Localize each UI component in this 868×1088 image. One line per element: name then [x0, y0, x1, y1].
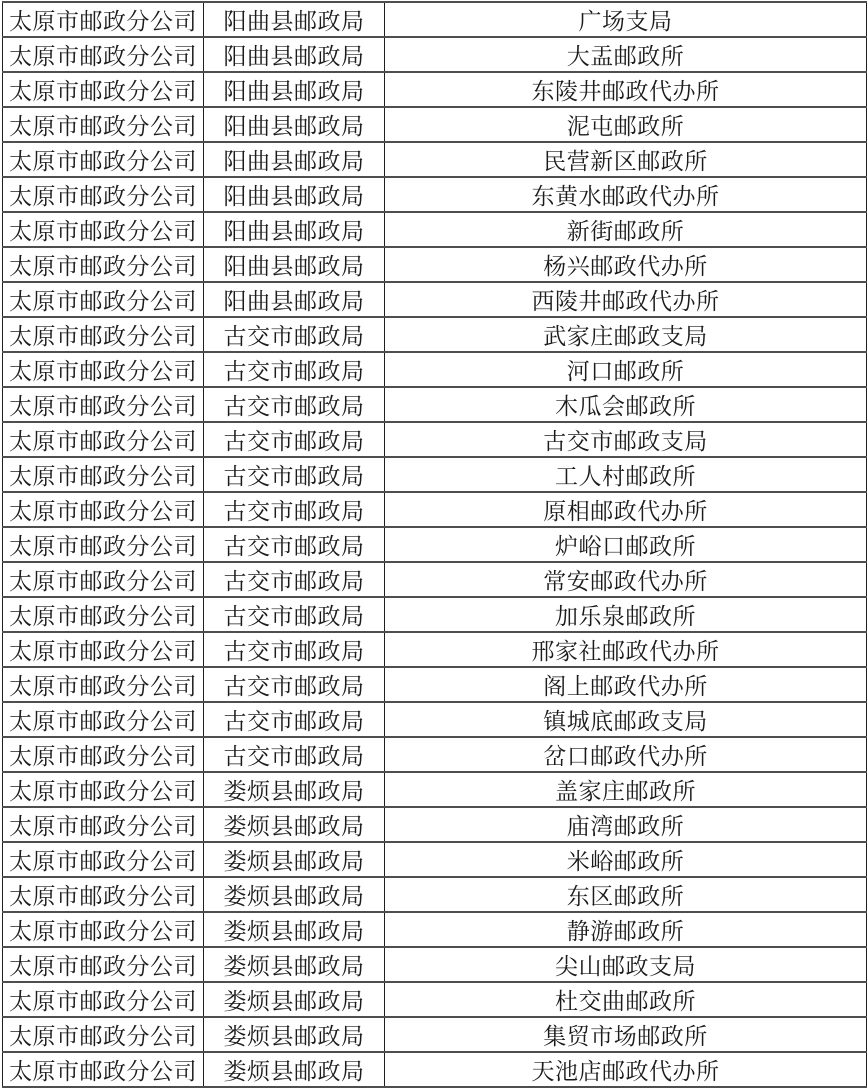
cell-branch-company: 太原市邮政分公司: [3, 317, 204, 352]
cell-county-bureau: 阳曲县邮政局: [204, 142, 385, 177]
table-row: [3, 702, 867, 737]
table-row: [3, 72, 867, 107]
cell-office-name: 武家庄邮政支局: [385, 317, 867, 352]
table-row: [3, 982, 867, 1017]
table-row: [3, 772, 867, 807]
cell-county-bureau: 古交市邮政局: [204, 597, 385, 632]
cell-office-name: 米峪邮政所: [385, 842, 867, 877]
postal-directory-table: [2, 1, 867, 1088]
cell-county-bureau: 古交市邮政局: [204, 352, 385, 387]
cell-branch-company: 太原市邮政分公司: [3, 632, 204, 667]
cell-county-bureau: 古交市邮政局: [204, 562, 385, 597]
cell-branch-company: 太原市邮政分公司: [3, 212, 204, 247]
table-body: [3, 2, 867, 1087]
cell-office-name: 静游邮政所: [385, 912, 867, 947]
cell-county-bureau: 古交市邮政局: [204, 737, 385, 772]
table-row: [3, 212, 867, 247]
table-row: [3, 737, 867, 772]
cell-office-name: 工人村邮政所: [385, 457, 867, 492]
cell-office-name: 民营新区邮政所: [385, 142, 867, 177]
table-row: [3, 247, 867, 282]
cell-branch-company: 太原市邮政分公司: [3, 912, 204, 947]
cell-office-name: 天池店邮政代办所: [385, 1052, 867, 1087]
cell-office-name: 镇城底邮政支局: [385, 702, 867, 737]
cell-county-bureau: 古交市邮政局: [204, 527, 385, 562]
cell-office-name: 集贸市场邮政所: [385, 1017, 867, 1052]
cell-office-name: 尖山邮政支局: [385, 947, 867, 982]
cell-branch-company: 太原市邮政分公司: [3, 352, 204, 387]
cell-county-bureau: 古交市邮政局: [204, 492, 385, 527]
cell-county-bureau: 古交市邮政局: [204, 632, 385, 667]
cell-branch-company: 太原市邮政分公司: [3, 282, 204, 317]
table-row: [3, 877, 867, 912]
cell-branch-company: 太原市邮政分公司: [3, 562, 204, 597]
cell-branch-company: 太原市邮政分公司: [3, 982, 204, 1017]
table-row: [3, 352, 867, 387]
cell-office-name: 古交市邮政支局: [385, 422, 867, 457]
cell-county-bureau: 阳曲县邮政局: [204, 212, 385, 247]
cell-office-name: 岔口邮政代办所: [385, 737, 867, 772]
cell-office-name: 泥屯邮政所: [385, 107, 867, 142]
cell-county-bureau: 娄烦县邮政局: [204, 807, 385, 842]
cell-branch-company: 太原市邮政分公司: [3, 107, 204, 142]
table-row: [3, 142, 867, 177]
cell-office-name: 河口邮政所: [385, 352, 867, 387]
cell-branch-company: 太原市邮政分公司: [3, 597, 204, 632]
cell-branch-company: 太原市邮政分公司: [3, 947, 204, 982]
cell-county-bureau: 阳曲县邮政局: [204, 177, 385, 212]
cell-county-bureau: 阳曲县邮政局: [204, 2, 385, 37]
table-row: [3, 842, 867, 877]
cell-branch-company: 太原市邮政分公司: [3, 737, 204, 772]
postal-directory-table-container: [2, 1, 866, 1088]
cell-branch-company: 太原市邮政分公司: [3, 72, 204, 107]
cell-branch-company: 太原市邮政分公司: [3, 247, 204, 282]
table-row: [3, 1017, 867, 1052]
cell-office-name: 原相邮政代办所: [385, 492, 867, 527]
table-row: [3, 562, 867, 597]
cell-branch-company: 太原市邮政分公司: [3, 177, 204, 212]
cell-office-name: 杜交曲邮政所: [385, 982, 867, 1017]
cell-county-bureau: 古交市邮政局: [204, 317, 385, 352]
cell-county-bureau: 娄烦县邮政局: [204, 982, 385, 1017]
cell-county-bureau: 古交市邮政局: [204, 702, 385, 737]
cell-office-name: 新街邮政所: [385, 212, 867, 247]
cell-branch-company: 太原市邮政分公司: [3, 2, 204, 37]
table-row: [3, 632, 867, 667]
table-row: [3, 527, 867, 562]
cell-office-name: 东区邮政所: [385, 877, 867, 912]
cell-branch-company: 太原市邮政分公司: [3, 142, 204, 177]
cell-county-bureau: 娄烦县邮政局: [204, 912, 385, 947]
cell-county-bureau: 娄烦县邮政局: [204, 842, 385, 877]
cell-office-name: 邢家社邮政代办所: [385, 632, 867, 667]
table-row: [3, 2, 867, 37]
table-row: [3, 107, 867, 142]
table-row: [3, 282, 867, 317]
cell-branch-company: 太原市邮政分公司: [3, 37, 204, 72]
cell-branch-company: 太原市邮政分公司: [3, 667, 204, 702]
cell-office-name: 东陵井邮政代办所: [385, 72, 867, 107]
table-row: [3, 667, 867, 702]
cell-county-bureau: 娄烦县邮政局: [204, 1017, 385, 1052]
cell-office-name: 广场支局: [385, 2, 867, 37]
cell-branch-company: 太原市邮政分公司: [3, 807, 204, 842]
cell-county-bureau: 娄烦县邮政局: [204, 877, 385, 912]
cell-office-name: 阁上邮政代办所: [385, 667, 867, 702]
cell-office-name: 西陵井邮政代办所: [385, 282, 867, 317]
cell-branch-company: 太原市邮政分公司: [3, 527, 204, 562]
table-row: [3, 177, 867, 212]
cell-branch-company: 太原市邮政分公司: [3, 492, 204, 527]
cell-county-bureau: 娄烦县邮政局: [204, 947, 385, 982]
cell-branch-company: 太原市邮政分公司: [3, 702, 204, 737]
cell-branch-company: 太原市邮政分公司: [3, 1052, 204, 1087]
cell-office-name: 木瓜会邮政所: [385, 387, 867, 422]
table-row: [3, 1052, 867, 1087]
cell-branch-company: 太原市邮政分公司: [3, 877, 204, 912]
cell-county-bureau: 阳曲县邮政局: [204, 72, 385, 107]
table-row: [3, 597, 867, 632]
cell-office-name: 常安邮政代办所: [385, 562, 867, 597]
table-row: [3, 807, 867, 842]
cell-branch-company: 太原市邮政分公司: [3, 387, 204, 422]
cell-county-bureau: 阳曲县邮政局: [204, 37, 385, 72]
table-row: [3, 422, 867, 457]
cell-office-name: 加乐泉邮政所: [385, 597, 867, 632]
table-row: [3, 387, 867, 422]
table-row: [3, 947, 867, 982]
cell-branch-company: 太原市邮政分公司: [3, 457, 204, 492]
cell-branch-company: 太原市邮政分公司: [3, 772, 204, 807]
cell-office-name: 盖家庄邮政所: [385, 772, 867, 807]
cell-branch-company: 太原市邮政分公司: [3, 1017, 204, 1052]
cell-county-bureau: 古交市邮政局: [204, 422, 385, 457]
cell-county-bureau: 娄烦县邮政局: [204, 1052, 385, 1087]
cell-office-name: 东黄水邮政代办所: [385, 177, 867, 212]
table-row: [3, 457, 867, 492]
cell-county-bureau: 阳曲县邮政局: [204, 107, 385, 142]
table-row: [3, 317, 867, 352]
cell-office-name: 杨兴邮政代办所: [385, 247, 867, 282]
cell-county-bureau: 阳曲县邮政局: [204, 282, 385, 317]
cell-branch-company: 太原市邮政分公司: [3, 422, 204, 457]
cell-county-bureau: 古交市邮政局: [204, 667, 385, 702]
cell-county-bureau: 娄烦县邮政局: [204, 772, 385, 807]
table-row: [3, 492, 867, 527]
cell-office-name: 大盂邮政所: [385, 37, 867, 72]
table-row: [3, 912, 867, 947]
cell-branch-company: 太原市邮政分公司: [3, 842, 204, 877]
cell-office-name: 炉峪口邮政所: [385, 527, 867, 562]
table-row: [3, 37, 867, 72]
cell-office-name: 庙湾邮政所: [385, 807, 867, 842]
cell-county-bureau: 古交市邮政局: [204, 387, 385, 422]
cell-county-bureau: 阳曲县邮政局: [204, 247, 385, 282]
cell-county-bureau: 古交市邮政局: [204, 457, 385, 492]
